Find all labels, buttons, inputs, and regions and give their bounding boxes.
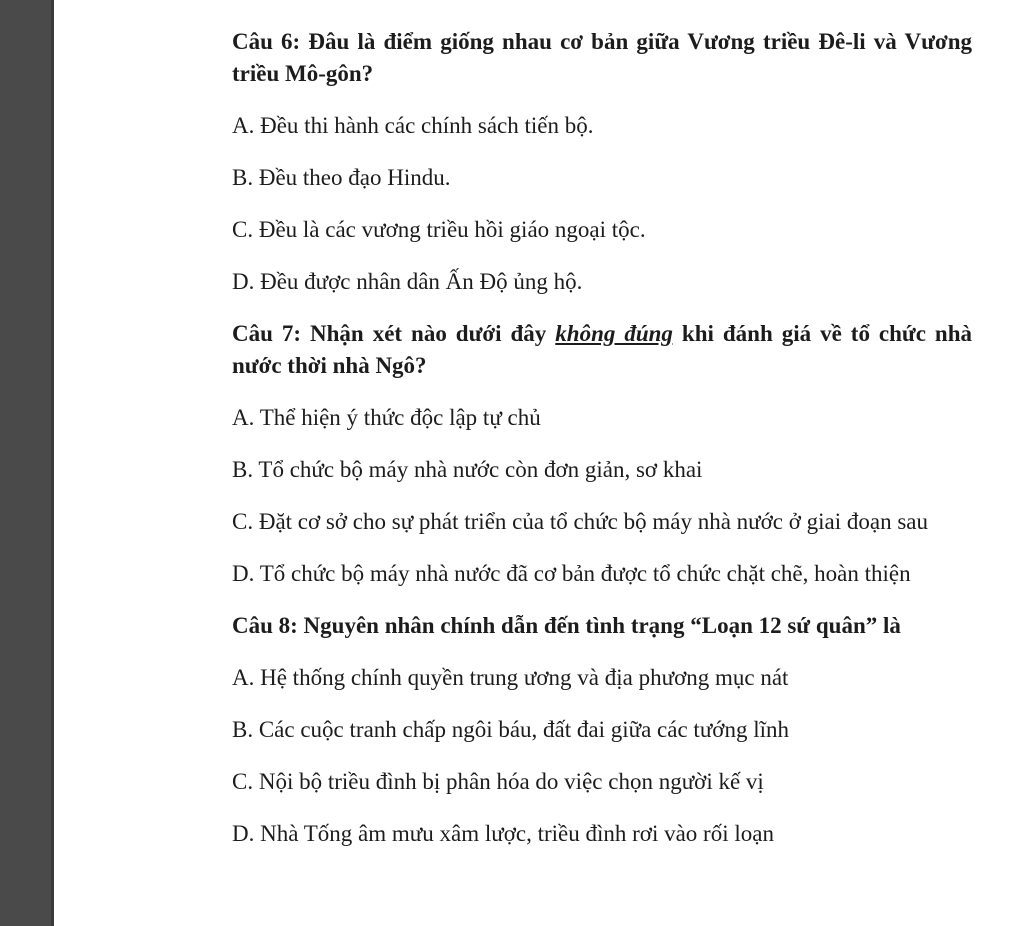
answer-option-c: C. Nội bộ triều đình bị phân hóa do việc chọn người kế vị	[232, 769, 764, 794]
page-content	[232, 26, 972, 870]
question-emphasis: không đúng	[555, 321, 673, 346]
question-6	[232, 26, 972, 298]
cut-off-text-fragment	[652, 20, 832, 26]
answer-option-d: D. Tổ chức bộ máy nhà nước đã cơ bản được tổ chức chặt chẽ, hoàn thiện	[232, 561, 911, 586]
answer-option-a: A. Hệ thống chính quyền trung ương và địa phương mục nát	[232, 665, 789, 690]
answer-option-a: A. Thể hiện ý thức độc lập tự chủ	[232, 405, 541, 430]
answer-option-b: B. Tổ chức bộ máy nhà nước còn đơn giản, sơ khai	[232, 457, 703, 482]
question-title	[232, 318, 972, 382]
question-title-end: khi đánh giá về tổ chức nhà nước thời nhà Ngô?	[232, 321, 972, 378]
question-title-start: Câu 7: Nhận xét nào dưới đây	[232, 321, 556, 346]
question-title: Câu 6: Đâu là điểm giống nhau cơ bản giữa Vương triều Đê-li và Vương triều Mô-gôn?	[232, 29, 972, 86]
answer-option-c: C. Đặt cơ sở cho sự phát triển của tổ chức bộ máy nhà nước ở giai đoạn sau	[232, 509, 929, 534]
question-title: Câu 8: Nguyên nhân chính dẫn đến tình trạng “Loạn 12 sứ quân” là	[232, 613, 901, 638]
answer-option-b: B. Các cuộc tranh chấp ngôi báu, đất đai giữa các tướng lĩnh	[232, 717, 789, 742]
answer-option-b: B. Đều theo đạo Hindu.	[232, 165, 451, 190]
answer-option-c: C. Đều là các vương triều hồi giáo ngoại tộc.	[232, 217, 646, 242]
question-8	[232, 610, 972, 850]
viewer-side-margin	[0, 0, 54, 926]
document-page	[54, 0, 1024, 926]
question-7	[232, 318, 972, 590]
answer-option-a: A. Đều thi hành các chính sách tiến bộ.	[232, 113, 594, 138]
answer-option-d: D. Đều được nhân dân Ấn Độ ủng hộ.	[232, 269, 583, 294]
answer-option-d: D. Nhà Tống âm mưu xâm lược, triều đình rơi vào rối loạn	[232, 821, 774, 846]
